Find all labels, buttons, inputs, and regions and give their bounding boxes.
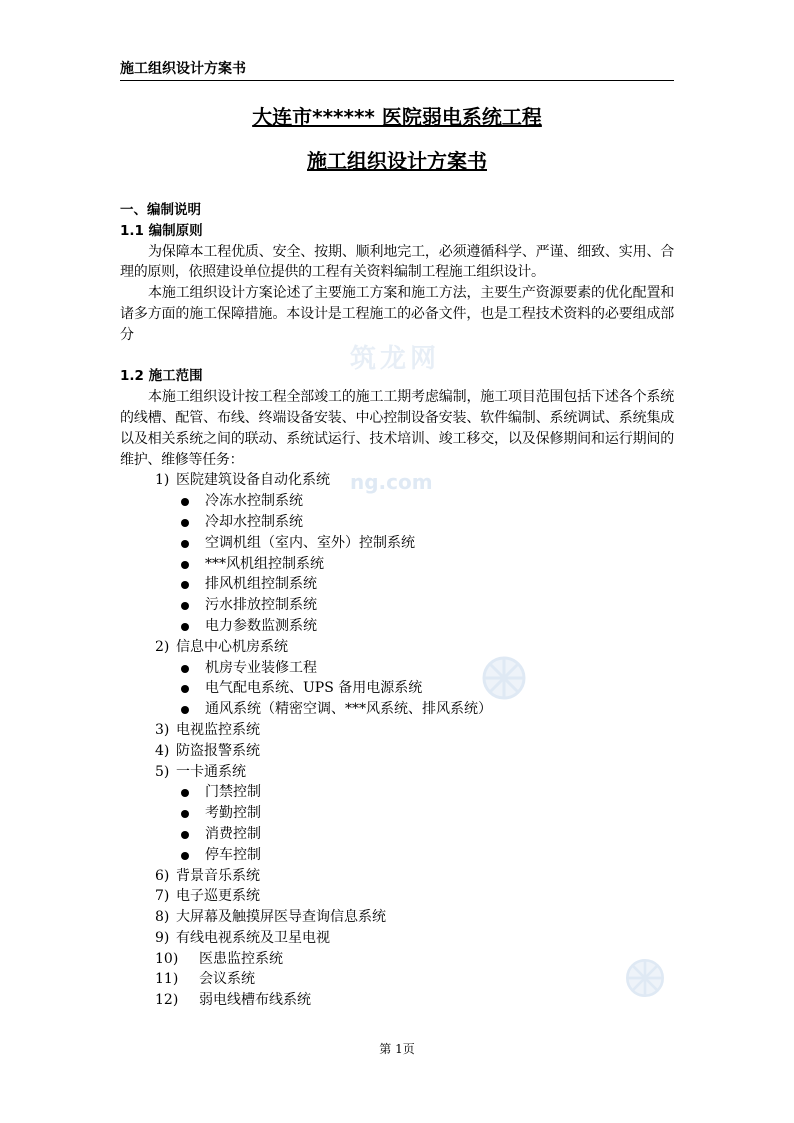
sub-list-item-label: 污水排放控制系统	[205, 597, 317, 614]
document-body	[120, 200, 674, 1011]
list-item	[120, 907, 674, 928]
page-number: 第 1页	[379, 1042, 415, 1056]
sub-list-item-label: 机房专业装修工程	[205, 659, 317, 676]
paragraph: 本施工组织设计按工程全部竣工的施工工期考虑编制，施工项目范围包括下述各个系统的线槽、配管、布线、终端设备安装、中心控制设备安装、软件编制、系统调试、系统集成以及相关系统之间的联动、系统试运行、技术培训、竣工移交，以及保修期间和运行期间的维护、维修等任务：	[120, 389, 674, 468]
watermark-text: 筑龙网	[350, 344, 441, 374]
list-item	[120, 866, 674, 887]
sub-list-item-label: 冷却水控制系统	[205, 513, 303, 530]
list-item	[120, 928, 674, 949]
sub-list-item-label: 消费控制	[205, 825, 261, 842]
list-item-label: 会议系统	[199, 971, 255, 988]
list-item-label: 大屏幕及触摸屏医导查询信息系统	[176, 909, 386, 926]
sub-list-item-label: 停车控制	[205, 846, 261, 863]
sub-list-item-label: 通风系统（精密空调、***风系统、排风系统）	[205, 701, 492, 718]
sub-list-item	[120, 845, 674, 866]
list-item-label: 弱电线槽布线系统	[199, 992, 311, 1009]
sub-list-item	[120, 782, 674, 803]
list-item-number: 11)	[155, 971, 179, 988]
sub-list-item	[120, 491, 674, 512]
list-item	[120, 720, 674, 741]
bullet-icon	[181, 561, 189, 569]
list-item-number: 12)	[155, 992, 179, 1009]
list-item-label: 医患监控系统	[199, 950, 283, 967]
list-item-number: 8)	[155, 909, 170, 926]
sub-list-item-label: 门禁控制	[205, 784, 261, 801]
bullet-icon	[181, 540, 189, 548]
sub-list-item	[120, 658, 674, 679]
sub-list-item	[120, 678, 674, 699]
scope-list	[120, 470, 674, 1011]
document-title	[120, 103, 674, 175]
list-item	[120, 470, 674, 491]
list-item	[120, 886, 674, 907]
list-item-label: 电视监控系统	[176, 721, 260, 738]
bullet-icon	[181, 519, 189, 527]
bullet-icon	[181, 665, 189, 673]
bullet-icon	[181, 623, 189, 631]
list-item-label: 信息中心机房系统	[176, 638, 288, 655]
list-item-label: 有线电视系统及卫星电视	[176, 929, 330, 946]
title-line-1: 大连市****** 医院弱电系统工程	[252, 105, 542, 129]
list-item-number: 7)	[155, 888, 170, 905]
list-item-number: 1)	[155, 472, 170, 489]
sub-list-item-label: 考勤控制	[205, 805, 261, 822]
sub-list-item-label: 电力参数监测系统	[205, 617, 317, 634]
page-header	[120, 58, 674, 81]
section-heading: 一、编制说明	[120, 202, 201, 218]
list-item	[120, 990, 674, 1011]
sub-list	[120, 491, 674, 637]
sub-list-item-label: 排风机组控制系统	[205, 576, 317, 593]
sub-list-item	[120, 512, 674, 533]
subsection-heading: 1.2 施工范围	[120, 368, 203, 385]
list-item-label: 医院建筑设备自动化系统	[176, 472, 330, 489]
list-item	[120, 969, 674, 990]
sub-list-item	[120, 803, 674, 824]
paragraph: 本施工组织设计方案论述了主要施工方案和施工方法，主要生产资源要素的优化配置和诸多方面的施工保障措施。本设计是工程施工的必备文件，也是工程技术资料的必要组成部分	[120, 285, 674, 343]
sub-list-item	[120, 554, 674, 575]
title-line-2: 施工组织设计方案书	[307, 149, 487, 173]
sub-list-item-label: 冷冻水控制系统	[205, 493, 303, 510]
sub-list-item	[120, 699, 674, 720]
sub-list-item	[120, 574, 674, 595]
sub-list-item-label: 电气配电系统、UPS 备用电源系统	[205, 680, 423, 697]
watermark-url: ng.com	[350, 470, 433, 494]
sub-list-item	[120, 616, 674, 637]
subsection-heading: 1.1 编制原则	[120, 222, 203, 239]
sub-list-item-label: 空调机组（室内、室外）控制系统	[205, 534, 415, 551]
paragraph: 为保障本工程优质、安全、按期、顺利地完工，必须遵循科学、严谨、细致、实用、合理的原则，依照建设单位提供的工程有关资料编制工程施工组织设计。	[120, 243, 674, 281]
list-item-number: 2)	[155, 638, 170, 655]
list-item	[120, 741, 674, 762]
list-item	[120, 762, 674, 783]
list-item-label: 一卡通系统	[176, 763, 246, 780]
sub-list-item-label: ***风机组控制系统	[205, 555, 324, 572]
list-item-number: 9)	[155, 929, 170, 946]
list-item-label: 电子巡更系统	[176, 888, 260, 905]
list-item-number: 5)	[155, 763, 170, 780]
list-item	[120, 949, 674, 970]
header-title: 施工组织设计方案书	[120, 61, 246, 77]
sub-list-item	[120, 824, 674, 845]
sub-list-item	[120, 595, 674, 616]
bullet-icon	[181, 852, 189, 860]
bullet-icon	[181, 831, 189, 839]
list-item-number: 4)	[155, 742, 170, 759]
list-item-label: 防盗报警系统	[176, 742, 260, 759]
list-item-label: 背景音乐系统	[176, 867, 260, 884]
list-item-number: 10)	[155, 950, 179, 967]
list-item-number: 3)	[155, 721, 170, 738]
sub-list	[120, 658, 674, 720]
sub-list-item	[120, 533, 674, 554]
sub-list	[120, 782, 674, 865]
list-item-number: 6)	[155, 867, 170, 884]
list-item	[120, 637, 674, 658]
